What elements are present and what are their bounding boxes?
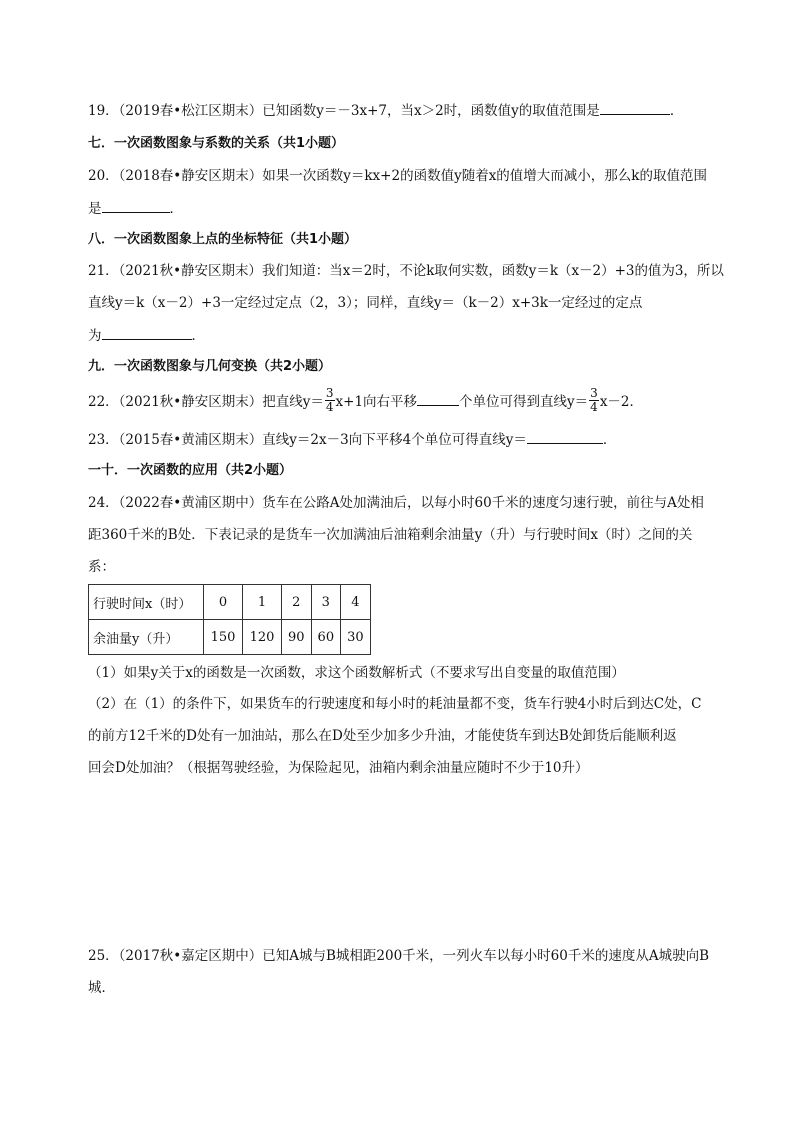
answer-blank[interactable] [600, 100, 670, 115]
table-cell: 30 [341, 620, 371, 655]
table-header-cell: 行驶时间x（时） [89, 585, 204, 620]
question-21-line2: 直线y＝k（x－2）+3一定经过定点（2，3）；同样，直线y＝（k－2）x+3k一定经过的定点 [88, 295, 643, 311]
fraction-three-quarters: $\frac{3}{4}$ [590, 386, 598, 414]
table-header-cell: 余油量y（升） [89, 620, 204, 655]
question-19: 19．（2019春•松江区期末）已知函数y＝－3x+7，当x＞2时，函数值y的取值范围是 ． [88, 100, 683, 121]
answer-blank[interactable] [527, 429, 603, 444]
table-cell: 120 [243, 620, 282, 655]
question-25-line1: 25．（2017秋•嘉定区期中）已知A城与B城相距200千米，一列火车以每小时60千米的速度从A城驶向B [88, 948, 710, 964]
question-20-line1: 20．（2018春•静安区期末）如果一次函数y＝kx+2的函数值y随着x的值增大而减小，那么k的取值范围 [88, 168, 707, 184]
question-24-sub2-line1: （2）在（1）的条件下，如果货车的行驶速度和每小时的耗油量都不变，货车行驶4小时后到达C处，C [88, 696, 702, 712]
section-heading-7: 七．一次函数图象与系数的关系（共1小题） [88, 136, 345, 151]
answer-blank[interactable] [417, 391, 459, 406]
question-24-line2: 距360千米的B处．下表记录的是货车一次加满油后油箱剩余油量y（升）与行驶时间x（时）之间的关 [88, 527, 693, 543]
answer-blank[interactable] [102, 198, 170, 213]
table-cell: 1 [243, 585, 282, 620]
question-21-line3: 为 ． [88, 325, 205, 346]
table-row [89, 620, 371, 655]
question-24-sub1: （1）如果y关于x的函数是一次函数，求这个函数解析式（不要求写出自变量的取值范围） [88, 665, 625, 681]
question-24-sub2-line3: 回会D处加油？（根据驾驶经验，为保险起见，油箱内剩余油量应随时不少于10升） [88, 760, 589, 776]
question-23: 23．（2015春•黄浦区期末）直线y＝2x－3向下平移4个单位可得直线y＝ ． [88, 429, 616, 450]
question-24-line1: 24．（2022春•黄浦区期中）货车在公路A处加满油后，以每小时60千米的速度匀速行驶，前往与A处相 [88, 495, 704, 511]
question-24-sub2-line2: 的前方12千米的D处有一加油站，那么在D处至少加多少升油，才能使货车到达B处卸货后能顺利返 [88, 728, 677, 744]
fraction-three-quarters: $\frac{3}{4}$ [325, 386, 334, 414]
question-20-line2: 是 ． [88, 198, 183, 219]
table-cell: 0 [204, 585, 243, 620]
table-cell: 3 [311, 585, 341, 620]
table-cell: 4 [341, 585, 371, 620]
question-22: 22．（2021秋•静安区期末）把直线y＝ $\frac{3}{4}$ x+1向右平移 个单位可得到直线y＝ $\frac{3}{4}$ x－2． [88, 386, 644, 414]
data-table [88, 584, 371, 655]
section-heading-9: 九．一次函数图象与几何变换（共2小题） [88, 359, 332, 374]
table-cell: 2 [282, 585, 312, 620]
section-heading-8: 八．一次函数图象上点的坐标特征（共1小题） [88, 232, 358, 247]
question-21-line1: 21．（2021秋•静安区期末）我们知道：当x＝2时，不论k取何实数，函数y＝k（x－2）+3的值为3，所以 [88, 263, 724, 279]
table-cell: 60 [311, 620, 341, 655]
question-25-line2: 城． [88, 980, 115, 996]
answer-blank[interactable] [102, 325, 192, 340]
table-cell: 150 [204, 620, 243, 655]
section-heading-10: 一十．一次函数的应用（共2小题） [88, 463, 293, 478]
table-cell: 90 [282, 620, 312, 655]
question-24-line3: 系： [88, 559, 115, 575]
table-row [89, 585, 371, 620]
